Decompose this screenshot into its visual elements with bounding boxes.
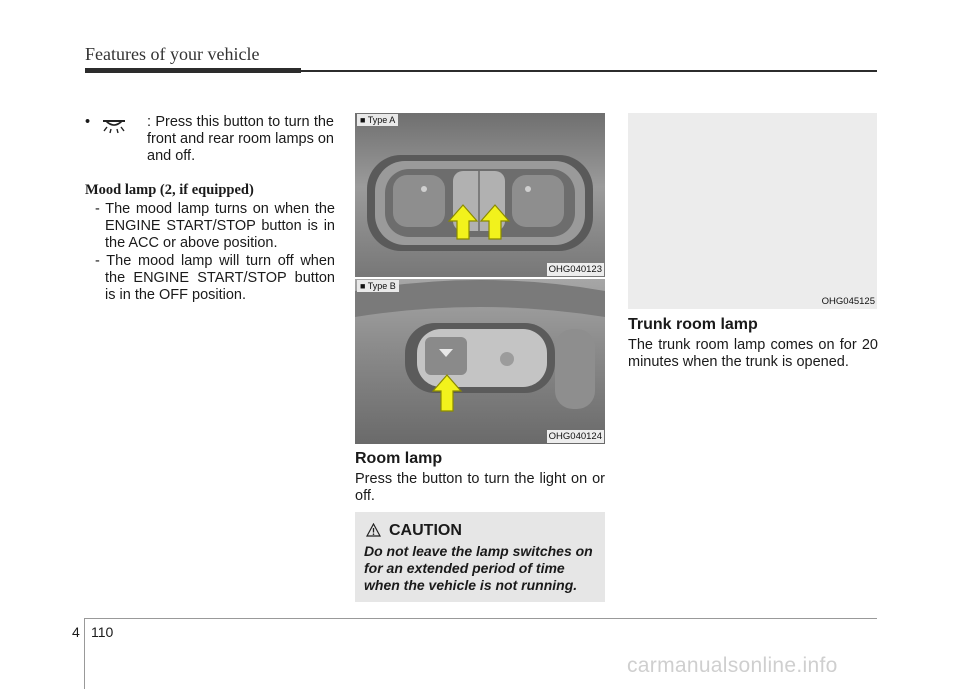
room-lamp-body: Press the button to turn the light on or off.: [355, 471, 605, 504]
press-lead: : Press this button to turn: [147, 114, 310, 130]
footer-rule: [85, 618, 877, 619]
caution-box: [355, 512, 605, 602]
photo-type-a: [355, 113, 605, 277]
header-rule-thick: [85, 68, 301, 73]
photo-code: OHG040123: [548, 264, 602, 275]
section-number: 4: [72, 624, 80, 640]
press-rest: the front and rear room lamps on and off.: [147, 114, 334, 164]
header-rule-thin: [301, 70, 877, 72]
page-number: 110: [91, 624, 114, 640]
trunk-lamp-heading: Trunk room lamp: [628, 316, 758, 333]
room-lamp-icon: [101, 116, 127, 134]
overhead-console-illustration-a: [355, 113, 605, 277]
left-column: [85, 114, 335, 304]
photo-type-label: ■ Type B: [357, 280, 399, 292]
room-lamp-button-bullet: [85, 114, 335, 166]
mood-lamp-item: - The mood lamp turns on when the ENGINE START/STOP button is in the ACC or above position.: [95, 201, 335, 251]
watermark: carmanualsonline.info: [627, 654, 838, 677]
overhead-console-illustration-b: [355, 279, 605, 444]
page-header-title: Features of your vehicle: [85, 44, 260, 64]
trunk-lamp-body: The trunk room lamp comes on for 20 minutes when the trunk is opened.: [628, 337, 878, 370]
warning-triangle-icon: [366, 523, 381, 537]
photo-type-label: ■ Type A: [357, 114, 398, 126]
mood-lamp-item: - The mood lamp will turn off when the ENGINE START/STOP button is in the OFF position.: [95, 253, 335, 303]
photo-code: OHG040124: [548, 431, 602, 442]
caution-text: Do not leave the lamp switches on for an extended period of time when the vehicle is not running.: [364, 543, 593, 593]
mood-lamp-heading: Mood lamp (2, if equipped): [85, 182, 254, 198]
footer-divider: [84, 618, 85, 689]
photo-type-b: [355, 279, 605, 444]
photo-trunk-lamp: [628, 113, 877, 309]
bullet-dot: •: [85, 114, 91, 130]
photo-code: OHG045125: [821, 296, 875, 307]
caution-title: CAUTION: [389, 522, 462, 539]
room-lamp-heading: Room lamp: [355, 450, 443, 467]
press-button-description: [147, 114, 334, 165]
